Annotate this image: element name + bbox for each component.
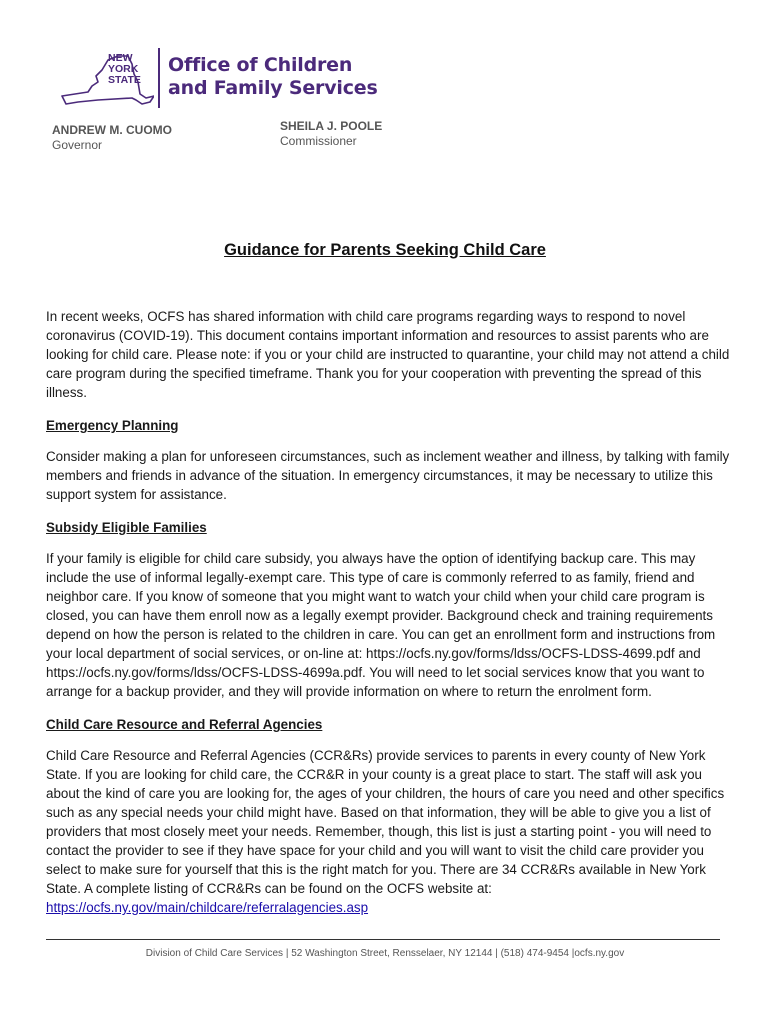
section-body-emergency-planning: Consider making a plan for unforeseen circumstances, such as inclement weather and illness, by talking with family members and friends in advance of the situation. In emergency circumstances, it may be necessary to utilize this support system for assistance. [46,449,730,502]
ccrr-body-text: Child Care Resource and Referral Agencies (CCR&Rs) provide services to parents in every county of New York State. If you are looking for child care, the CCR&R in your county is a great place to start. The staff will ask you about the kind of care you are looking for, the ages of your children, the hours of care you need and other specifics such as any special needs your child might have. Based on that information, they will be able to give you a list of providers that most closely meet your needs. Remember, though, this list is just a starting point - you will need to contact the provider to see if they have space for your child and you will want to visit the child care provider you select to make sure for yourself that this is the right match for you. There are 34 CCR&Rs available in New York State. A complete listing of CCR&Rs can be found on the OCFS website at: [46,748,725,896]
commissioner-block [280,119,382,149]
logo-line-york: YORK [108,63,139,75]
commissioner-title: Commissioner [280,134,357,148]
office-name [168,54,378,100]
footer-divider [46,939,720,940]
document-title: Guidance for Parents Seeking Child Care [224,241,546,259]
intro-paragraph: In recent weeks, OCFS has shared information with child care programs regarding ways to respond to novel coronavirus (COVID-19). This document contains important information and resources to assist parents who are looking for child care. Please note: if you or your child are instructed to quarantine, your child may not attend a child care program during the specified timeframe. Thank you for your cooperation with preventing the spread of this illness. [46,309,730,400]
section-body-subsidy-eligible-families: If your family is eligible for child care subsidy, you always have the option of identifying backup care. This may include the use of informal legally-exempt care. This type of care is commonly referred to as family, friend and neighbor care. If you know of someone that you might want to watch your child when your child care program is closed, you can have them enroll now as a legally exempt provider. Background check and training requirements depend on how the person is related to the children in care. You can get an enrollment form and instructions from your local department of social services, or on-line at: https://ocfs.ny.gov/forms/ldss/OCFS-LDSS-4699.pdf and https://ocfs.ny.gov/forms/ldss/OCFS-LDSS-4699a.pdf. You will need to let social services know that you want to arrange for a backup provider, and they will provide information on where to return the enrolment form. [46,551,716,699]
section-heading-ccrr-agencies: Child Care Resource and Referral Agencies [46,717,323,732]
governor-name: ANDREW M. CUOMO [52,123,172,137]
governor-title: Governor [52,138,103,152]
section-heading-subsidy-eligible-families: Subsidy Eligible Families [46,520,207,535]
section-heading-emergency-planning: Emergency Planning [46,418,179,433]
agency-logo [58,48,378,112]
office-name-line-2: and Family Services [168,77,378,99]
document-body [46,307,736,917]
logo-divider [158,48,160,108]
commissioner-name: SHEILA J. POOLE [280,119,383,133]
logo-line-new: NEW [108,52,133,64]
office-name-line-1: Office of Children [168,54,353,76]
governor-block [52,123,172,153]
footer-contact: Division of Child Care Services | 52 Washington Street, Rensselaer, NY 12144 | (518) 474-9454 |ocfs.ny.gov [145,948,625,959]
referral-agencies-link[interactable]: https://ocfs.ny.gov/main/childcare/referralagencies.asp [46,900,369,915]
section-body-ccrr-agencies [46,746,736,917]
logo-line-state: STATE [108,74,141,86]
new-york-state-wordmark [108,53,141,86]
